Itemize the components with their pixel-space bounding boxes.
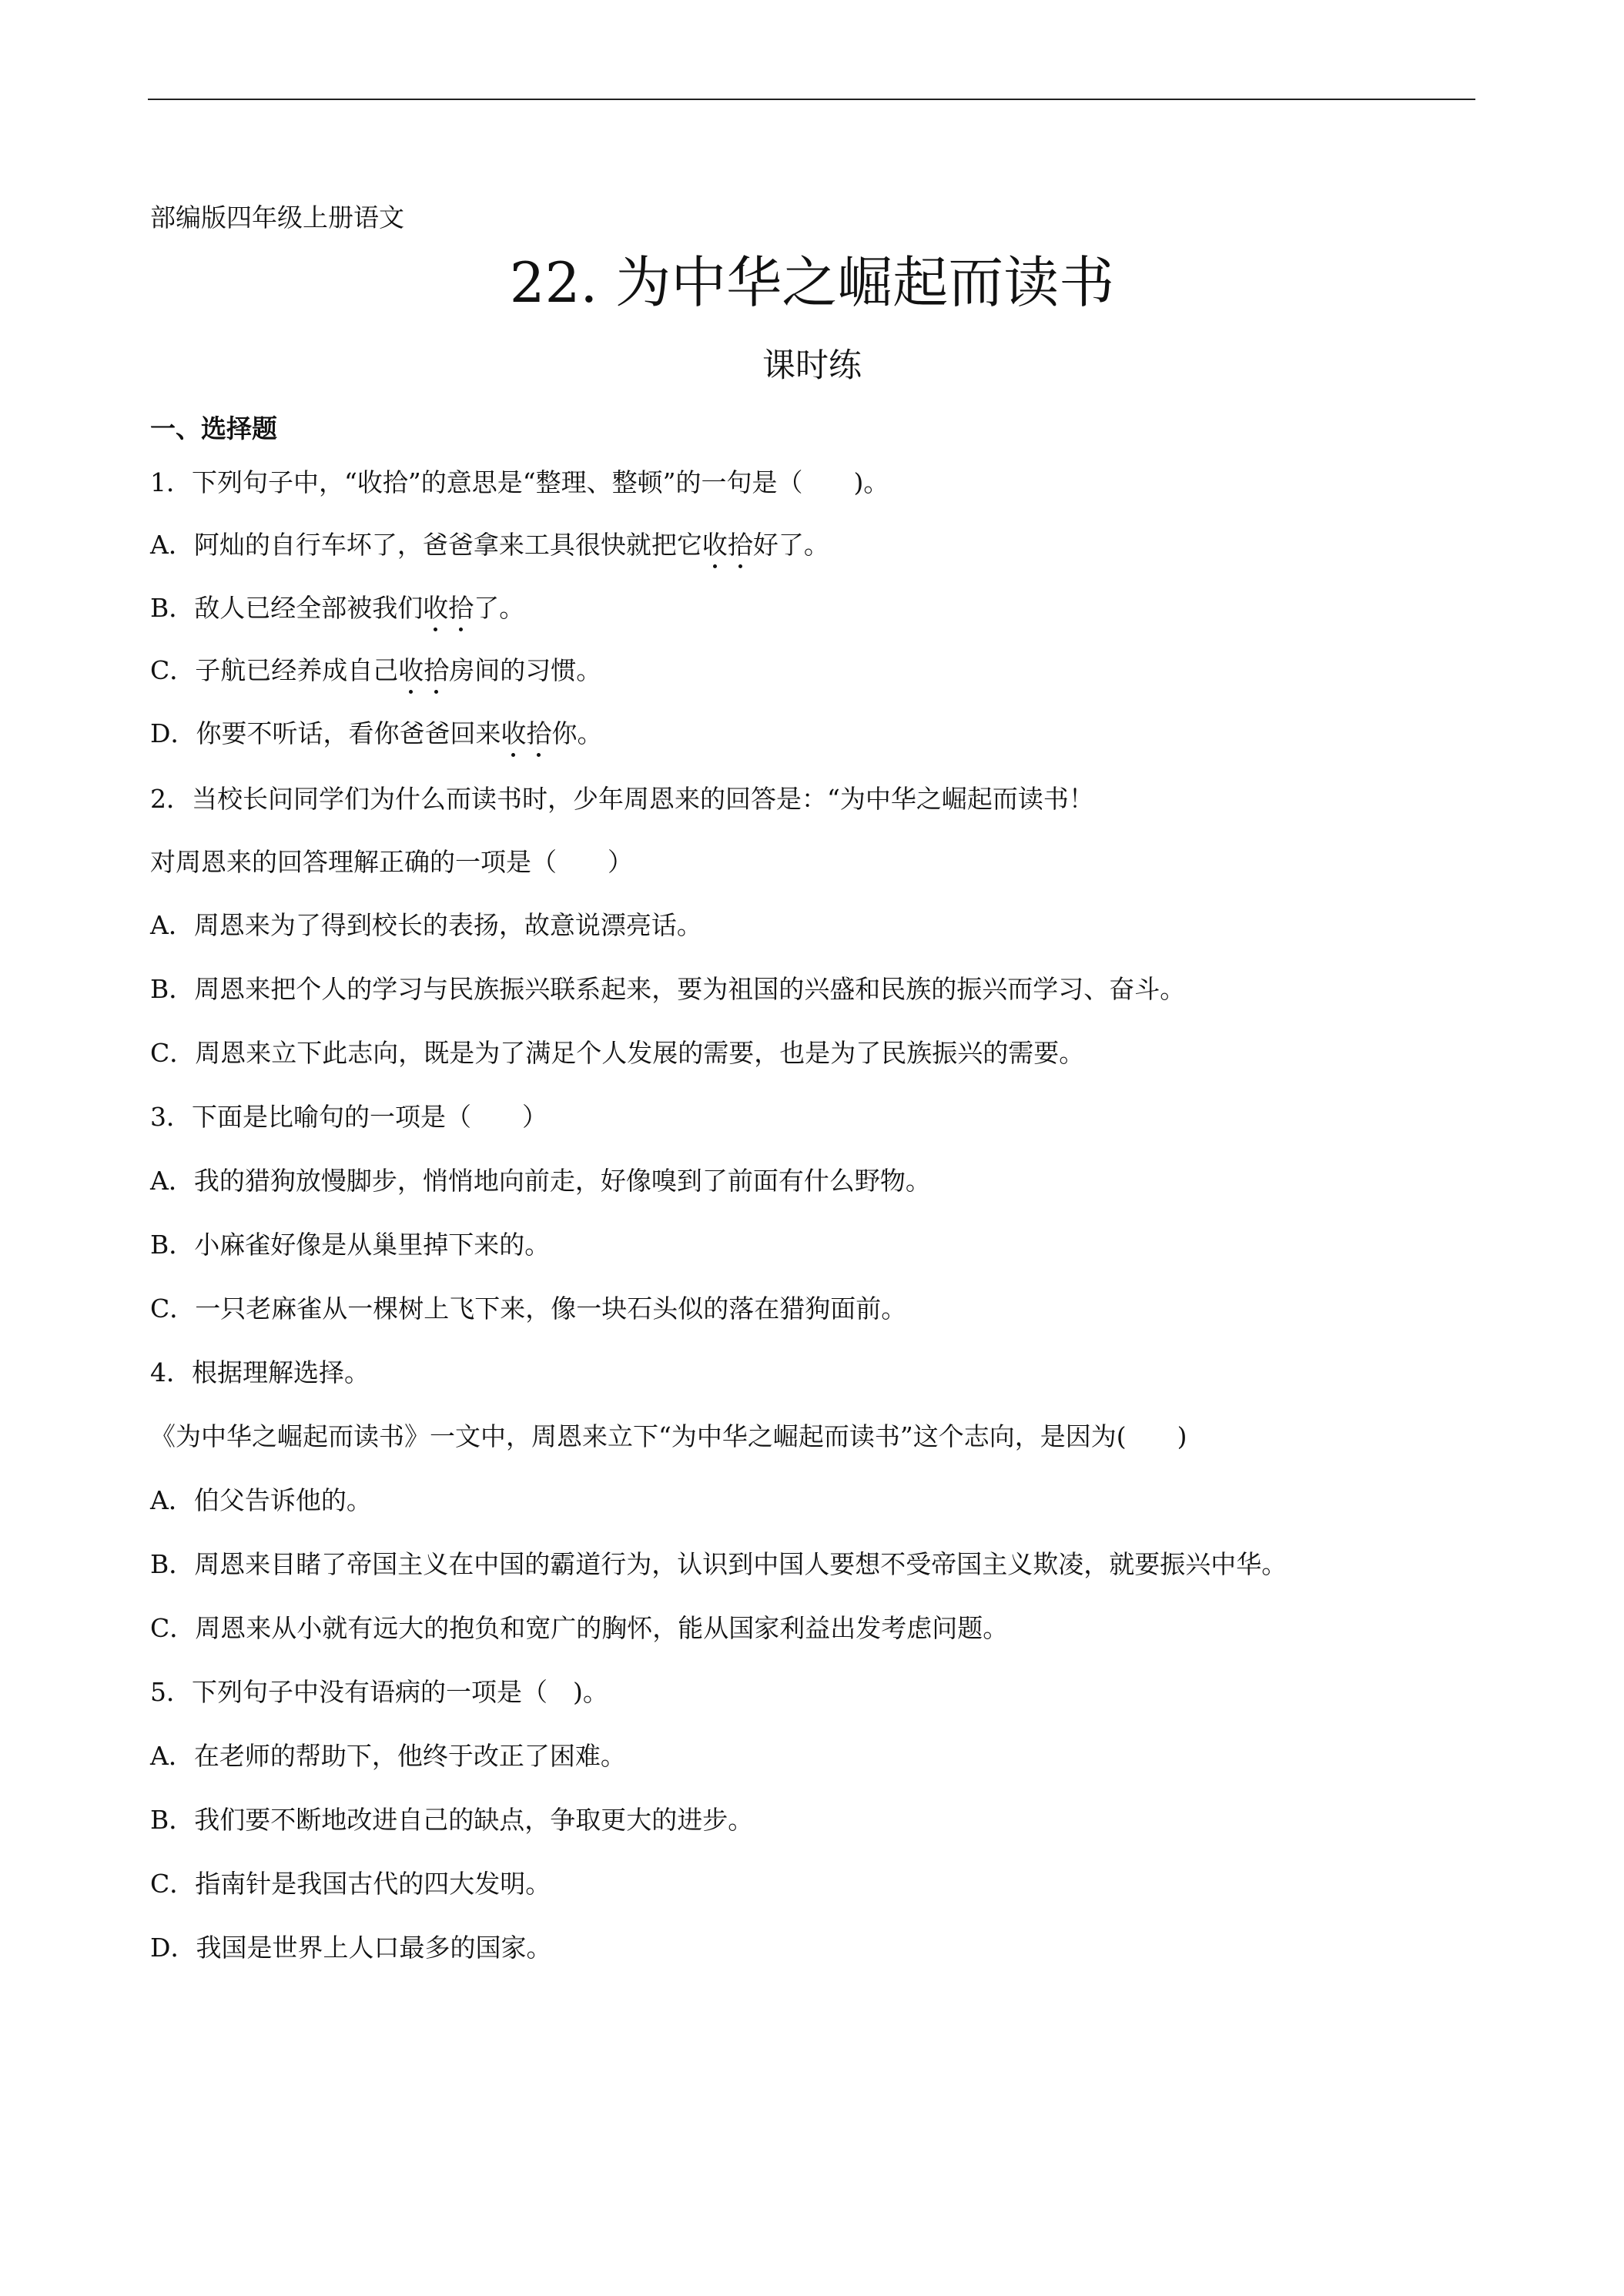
q1-option-d-post: 你。: [551, 718, 603, 748]
q5-stem: 5．下列句子中没有语病的一项是（ )。: [150, 1677, 608, 1707]
q1-option-d-em1: 收: [501, 718, 527, 748]
q5-option-b: B．我们要不断地改进自己的缺点，争取更大的进步。: [150, 1805, 754, 1835]
q1-option-d-em2: 拾: [526, 718, 552, 748]
q1-option-c-pre: C．子航已经养成自己: [150, 655, 399, 685]
q5-option-c: C．指南针是我国古代的四大发明。: [150, 1869, 551, 1899]
q4-option-a: A．伯父告诉他的。: [150, 1485, 372, 1515]
q1-option-d: [150, 718, 602, 749]
q3-option-a: A．我的猎狗放慢脚步，悄悄地向前走，好像嗅到了前面有什么野物。: [150, 1166, 931, 1196]
q2-stem-continued: 对周恩来的回答理解正确的一项是（ ）: [150, 847, 633, 877]
q1-option-a-pre: A．阿灿的自行车坏了，爸爸拿来工具很快就把它: [150, 530, 702, 560]
q1-option-d-pre: D．你要不听话，看你爸爸回来: [150, 718, 501, 748]
q4-option-b: B．周恩来目睹了帝国主义在中国的霸道行为，认识到中国人要想不受帝国主义欺凌，就要振兴中华。: [150, 1549, 1287, 1579]
q5-option-a: A．在老师的帮助下，他终于改正了困难。: [150, 1741, 626, 1771]
q1-option-c: [150, 655, 601, 686]
q1-option-a-em2: 拾: [727, 530, 753, 560]
q2-option-c: C．周恩来立下此志向，既是为了满足个人发展的需要，也是为了民族振兴的需要。: [150, 1038, 1085, 1068]
q3-option-b: B．小麻雀好像是从巢里掉下来的。: [150, 1230, 551, 1260]
q1-option-b-post: 了。: [474, 593, 525, 623]
q2-stem: 2．当校长问同学们为什么而读书时，少年周恩来的回答是：“为中华之崛起而读书！: [150, 784, 1094, 814]
q4-stem: 4．根据理解选择。: [150, 1357, 370, 1387]
q1-option-c-post: 房间的习惯。: [449, 655, 602, 685]
q1-option-b-pre: B．敌人已经全部被我们: [150, 593, 424, 623]
q1-option-b: [150, 593, 524, 624]
q4-option-c: C．周恩来从小就有远大的抱负和宽广的胸怀，能从国家利益出发考虑问题。: [150, 1613, 1009, 1643]
series-label: 部编版四年级上册语文: [150, 202, 404, 233]
page-title: 22. 为中华之崛起而读书: [509, 250, 1115, 315]
q1-option-a-em1: 收: [702, 530, 728, 560]
q1-option-b-em1: 收: [423, 593, 449, 623]
header-rule: [148, 99, 1475, 100]
page-subtitle: 课时练: [762, 346, 862, 385]
q1-option-c-em2: 拾: [424, 655, 450, 685]
q1-option-c-em1: 收: [398, 655, 424, 685]
q1-option-b-em2: 拾: [448, 593, 474, 623]
q2-option-b: B．周恩来把个人的学习与民族振兴联系起来，要为祖国的兴盛和民族的振兴而学习、奋斗。: [150, 974, 1186, 1004]
q5-option-d: D．我国是世界上人口最多的国家。: [150, 1933, 552, 1963]
q4-stem-continued: 《为中华之崛起而读书》一文中，周恩来立下“为中华之崛起而读书”这个志向，是因为( ): [150, 1421, 1187, 1451]
q3-option-c: C．一只老麻雀从一棵树上飞下来，像一块石头似的落在猎狗面前。: [150, 1294, 907, 1324]
q1-stem: 1．下列句子中，“收拾”的意思是“整理、整顿”的一句是（ )。: [150, 467, 889, 497]
q2-option-a: A．周恩来为了得到校长的表扬，故意说漂亮话。: [150, 910, 702, 940]
section-heading: 一、选择题: [150, 413, 277, 443]
q3-stem: 3．下面是比喻句的一项是（ ）: [150, 1102, 547, 1132]
q1-option-a: [150, 530, 829, 561]
q1-option-a-post: 好了。: [752, 530, 829, 560]
